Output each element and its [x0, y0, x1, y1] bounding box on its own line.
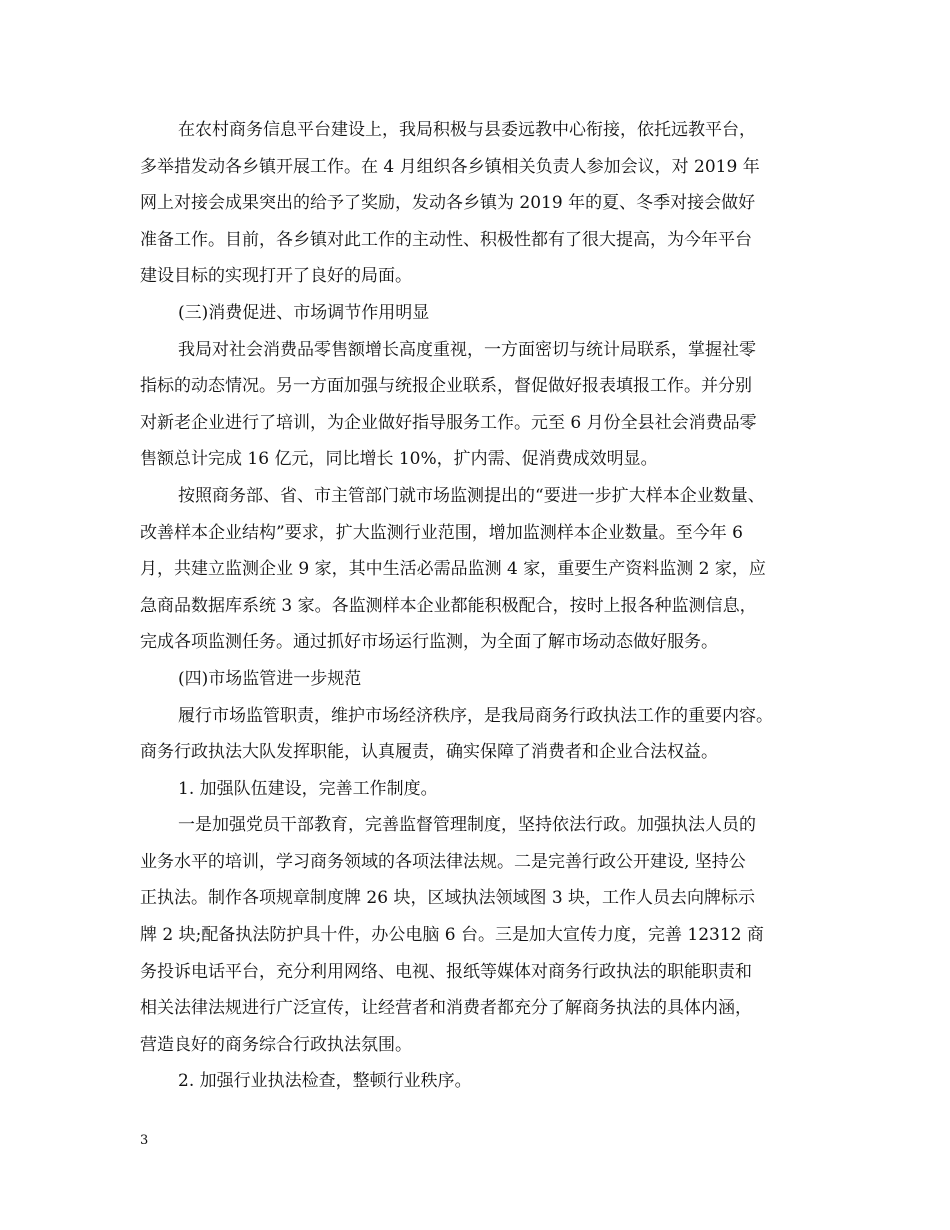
text-line: 改善样本企业结构”要求，扩大监测行业范围，增加监测样本企业数量。至今年 6 — [140, 522, 743, 543]
text-line: 完成各项监测任务。通过抓好市场运行监测，为全面了解市场动态做好服务。 — [140, 632, 718, 653]
text-line: 一是加强党员干部教育，完善监督管理制度，坚持依法行政。加强执法人员的 — [178, 815, 756, 836]
text-line: 我局对社会消费品零售额增长高度重视，一方面密切与统计局联系，掌握社零 — [178, 339, 756, 360]
text-line: 建设目标的实现打开了良好的局面。 — [140, 266, 412, 287]
text-line: 售额总计完成 16 亿元，同比增长 10%，扩内需、促消费成效明显。 — [140, 449, 658, 470]
text-line: 急商品数据库系统 3 家。各监测样本企业都能积极配合，按时上报各种监测信息， — [140, 595, 757, 616]
text-line: 相关法律法规进行广泛宣传，让经营者和消费者都充分了解商务执法的具体内涵， — [140, 998, 752, 1019]
text-line: 月，共建立监测企业 9 家，其中生活必需品监测 4 家，重要生产资料监测 2 家，应 — [140, 559, 766, 580]
text-line: (四)市场监管进一步规范 — [178, 668, 362, 689]
text-line: 牌 2 块;配备执法防护具十件，办公电脑 6 台。三是加大宣传力度，完善 12312 商 — [140, 925, 764, 946]
text-line: 履行市场监管职责，维护市场经济秩序，是我局商务行政执法工作的重要内容。 — [178, 705, 773, 726]
text-line: 多举措发动各乡镇开展工作。在 4 月组织各乡镇相关负责人参加会议，对 2019 年 — [140, 156, 760, 177]
text-line: 指标的动态情况。另一方面加强与统报企业联系，督促做好报表填报工作。并分别 — [140, 376, 752, 397]
text-line: 1. 加强队伍建设，完善工作制度。 — [178, 778, 438, 799]
text-line: 正执法。制作各项规章制度牌 26 块，区域执法领域图 3 块，工作人员去向牌标示 — [140, 888, 756, 909]
text-line: 网上对接会成果突出的给予了奖励，发动各乡镇为 2019 年的夏、冬季对接会做好 — [140, 193, 756, 214]
text-line: 按照商务部、省、市主管部门就市场监测提出的“要进一步扩大样本企业数量、 — [178, 485, 765, 506]
text-line: 在农村商务信息平台建设上，我局积极与县委远教中心衔接，依托远教平台， — [178, 120, 756, 140]
text-line: 营造良好的商务综合行政执法氛围。 — [140, 1034, 412, 1055]
text-line: (三)消费促进、市场调节作用明显 — [178, 302, 430, 323]
text-line: 2. 加强行业执法检查，整顿行业秩序。 — [178, 1071, 472, 1092]
text-line: 商务行政执法大队发挥职能，认真履责，确实保障了消费者和企业合法权益。 — [140, 742, 718, 763]
text-line: 对新老企业进行了培训，为企业做好指导服务工作。元至 6 月份全县社会消费品零 — [140, 412, 757, 433]
text-line: 业务水平的培训，学习商务领域的各项法律法规。二是完善行政公开建设, 坚持公 — [140, 851, 746, 872]
text-line: 务投诉电话平台，充分利用网络、电视、报纸等媒体对商务行政执法的职能职责和 — [140, 961, 752, 982]
document-body — [140, 112, 820, 1100]
text-line: 准备工作。目前，各乡镇对此工作的主动性、积极性都有了很大提高，为今年平台 — [140, 229, 752, 250]
page-number: 3 — [140, 1133, 149, 1148]
